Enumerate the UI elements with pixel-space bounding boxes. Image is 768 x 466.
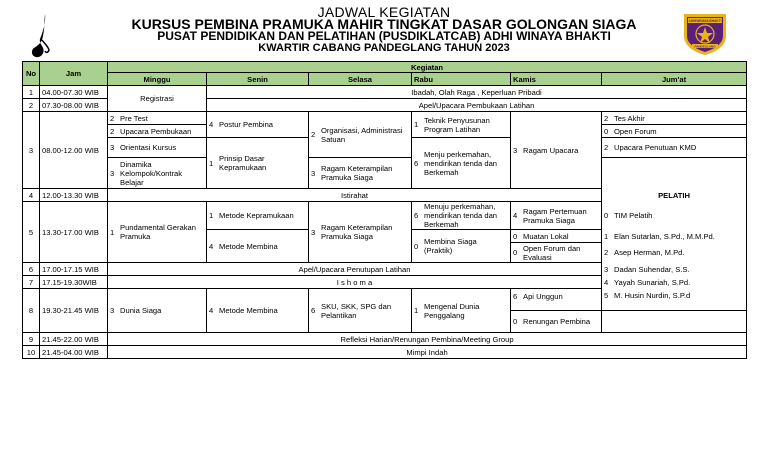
cell-span: Apel/Upacara Penutupan Latihan xyxy=(108,263,602,276)
table-row xyxy=(23,276,747,289)
row-jam: 17.00-17.15 WIB xyxy=(40,263,108,276)
header-day-selasa: Selasa xyxy=(309,73,412,86)
table-row xyxy=(23,333,747,346)
header-kegiatan: Kegiatan xyxy=(108,62,747,73)
row-no: 6 xyxy=(23,263,40,276)
row-jam: 07.30-08.00 WIB xyxy=(40,99,108,112)
activity-cell: 3 Ragam Keterampilan Pramuka Siaga xyxy=(309,158,412,189)
cell-span: Mimpi Indah xyxy=(108,346,747,359)
row-jam: 08.00-12.00 WIB xyxy=(40,112,108,189)
activity-cell: 2 Tes Akhir xyxy=(602,112,747,125)
activity-cell: 0 Membina Siaga (Praktik) xyxy=(412,230,511,263)
row-jam: 21.45-04.00 WIB xyxy=(40,346,108,359)
row-jam: 19.30-21.45 WIB xyxy=(40,289,108,333)
row-no: 7 xyxy=(23,276,40,289)
table-row xyxy=(23,289,747,311)
row-jam: 04.00-07.30 WIB xyxy=(40,86,108,99)
activity-cell: 2 Upacara Pembukaan xyxy=(108,125,207,138)
header-jam: Jam xyxy=(40,62,108,86)
activity-cell: 1 Teknik Penyusunan Program Latihan xyxy=(412,112,511,138)
activity-cell: 0 Renungan Pembina xyxy=(511,311,602,333)
title-line-4: KWARTIR CABANG PANDEGLANG TAHUN 2023 xyxy=(258,42,510,54)
activity-cell: 4 Postur Pembina xyxy=(207,112,309,138)
activity-cell: 4 Metode Membina xyxy=(207,289,309,333)
row-jam: 21.45-22.00 WIB xyxy=(40,333,108,346)
activity-cell: 2 Pre Test xyxy=(108,112,207,125)
table-row xyxy=(23,112,747,125)
cell-span: Ibadah, Olah Raga , Keperluan Pribadi xyxy=(207,86,747,99)
row-no: 5 xyxy=(23,202,40,263)
title-line-3: PUSAT PENDIDIKAN DAN PELATIHAN (PUSDIKLATCAB) ADHI WINAYA BHAKTI xyxy=(157,29,611,43)
title-line-1: JADWAL KEGIATAN xyxy=(317,4,451,20)
activity-cell: 1 Metode Kepramukaan xyxy=(207,202,309,230)
activity-cell: 2 Organisasi, Administrasi Satuan xyxy=(309,112,412,158)
activity-cell: 4 Metode Membina xyxy=(207,230,309,263)
activity-cell: 6Menuju perkemahan, mendirikan tenda dan Berkemah xyxy=(412,202,511,230)
cell-span: I s h o m a xyxy=(108,276,602,289)
pelatih-item: 3 Dadan Suhendar, S.S. xyxy=(602,263,747,276)
pelatih-item: 5 M. Husin Nurdin, S.P.d xyxy=(602,289,747,311)
row-no: 8 xyxy=(23,289,40,333)
table-row xyxy=(23,189,747,202)
row-no: 1 xyxy=(23,86,40,99)
pelatih-item: 0 TIM Pelatih xyxy=(602,202,747,230)
title-line-2: KURSUS PEMBINA PRAMUKA MAHIR TINGKAT DASAR GOLONGAN SIAGA xyxy=(131,16,637,32)
header-day-jumat: Jum'at xyxy=(602,73,747,86)
row-no: 3 xyxy=(23,112,40,189)
row-no: 2 xyxy=(23,99,40,112)
cell-span: Apel/Upacara Pembukaan Latihan xyxy=(207,99,747,112)
table-row xyxy=(23,263,747,276)
header-day-senin: Senin xyxy=(207,73,309,86)
activity-cell: 3 Ragam Upacara xyxy=(511,112,602,189)
row-jam: 17.15-19.30WIB xyxy=(40,276,108,289)
activity-cell: 3 Ragam Keterampilan Pramuka Siaga xyxy=(309,202,412,263)
activity-cell: 4 Ragam Pertemuan Pramuka Siaga xyxy=(511,202,602,230)
table-row xyxy=(23,86,747,99)
activity-cell: 0 Muatan Lokal xyxy=(511,230,602,243)
cell-span: Refleksi Harian/Renungan Pembina/Meeting Group xyxy=(108,333,747,346)
badge-bottom-text: PANDEGLANG xyxy=(694,44,716,49)
activity-cell: 6 Api Unggun xyxy=(511,289,602,311)
header-day-minggu: Minggu xyxy=(108,73,207,86)
pelatih-item: 4 Yayah Sunariah, S.Pd. xyxy=(602,276,747,289)
header-no: No xyxy=(23,62,40,86)
header-day-rabu: Rabu xyxy=(412,73,511,86)
cell-span: Istirahat xyxy=(108,189,602,202)
pelatih-item: 1 Elan Sutarlan, S.Pd., M.M.Pd. xyxy=(602,230,747,243)
activity-cell: 0 Open Forum xyxy=(602,125,747,138)
activity-cell: 1 Pundamental Gerakan Pramuka xyxy=(108,202,207,263)
activity-cell: 3 Dunia Siaga xyxy=(108,289,207,333)
row-jam: 13.30-17.00 WIB xyxy=(40,202,108,263)
row-no: 9 xyxy=(23,333,40,346)
cell-registrasi: Registrasi xyxy=(108,86,207,112)
row-jam: 12.00-13.30 WIB xyxy=(40,189,108,202)
activity-cell: 1 Mengenal Dunia Penggalang xyxy=(412,289,511,333)
header-day-kamis: Kamis xyxy=(511,73,602,86)
activity-cell: 0 Open Forum dan Evaluasi xyxy=(511,243,602,263)
activity-cell: 1 Prinsip Dasar Kepramukaan xyxy=(207,138,309,189)
table-row xyxy=(23,202,747,230)
badge-top-text: ADHIWINAYA BHAKTI xyxy=(688,19,722,23)
document-header xyxy=(0,6,768,54)
activity-cell: 6Menju perkemahan, mendirikan tenda dan Berkemah xyxy=(412,138,511,189)
activity-cell: 3Dinamika Kelompok/Kontrak Belajar xyxy=(108,158,207,189)
pusdiklatcab-badge-logo xyxy=(680,10,730,56)
schedule-table xyxy=(22,61,747,359)
row-no: 4 xyxy=(23,189,40,202)
pelatih-title: PELATIH xyxy=(602,189,747,202)
activity-cell: 2 Upacara Penutuan KMD xyxy=(602,138,747,158)
row-no: 10 xyxy=(23,346,40,359)
activity-cell: 6 SKU, SKK, SPG dan Pelantikan xyxy=(309,289,412,333)
table-row xyxy=(23,346,747,359)
activity-cell: 3 Orientasi Kursus xyxy=(108,138,207,158)
pelatih-item: 2 Asep Herman, M.Pd. xyxy=(602,243,747,263)
